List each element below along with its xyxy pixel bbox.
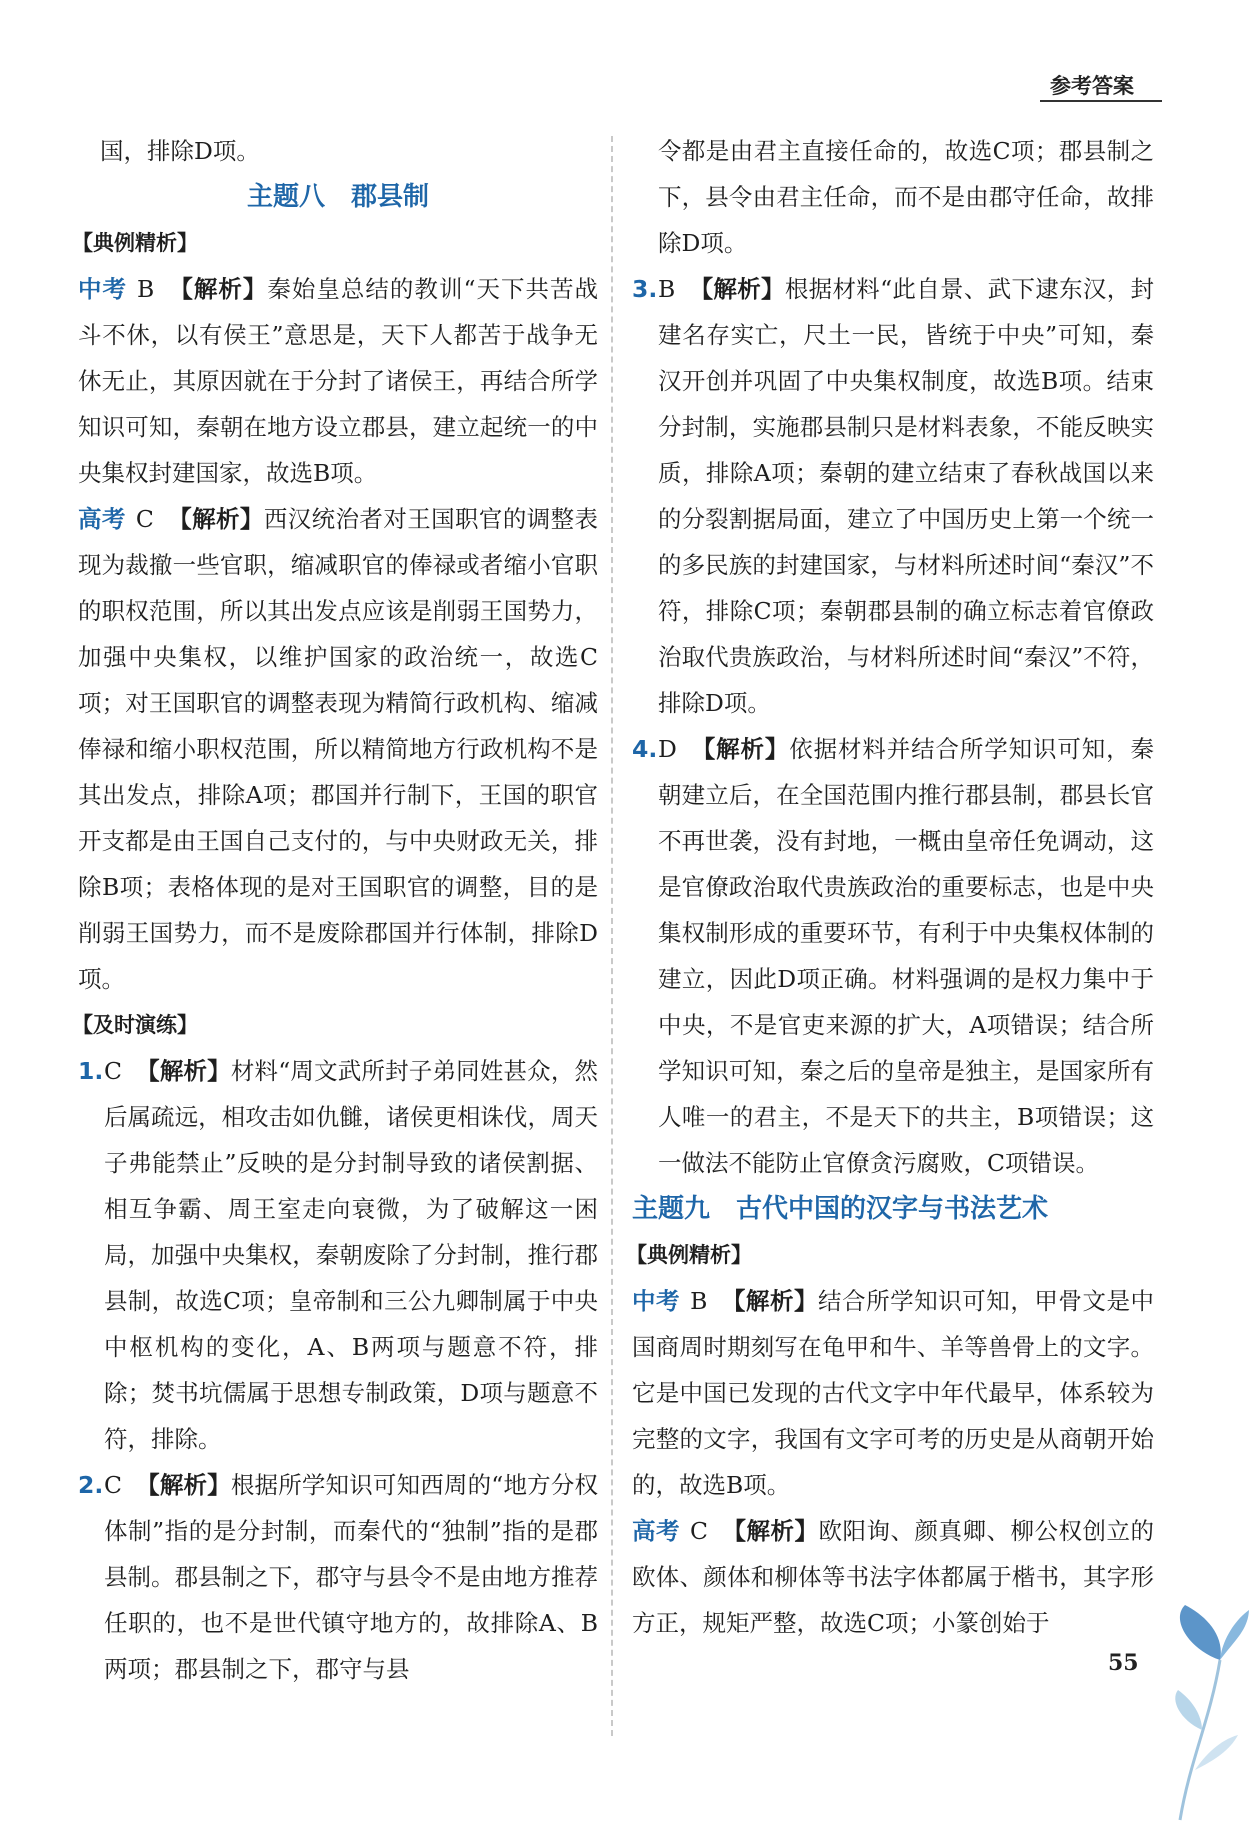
analysis-text: 西汉统治者对王国职官的调整表现为裁撤一些官职，缩减职官的俸禄或者缩小官职的职权范围，所以其出发点应该是削弱王国势力，加强中央集权，以维护国家的政治统一，故选C项；对王国职官的调整表现为精简行政机构、缩减俸禄和缩小职权范围，所以精简地方行政机构不是其出发点，排除A项；郡国并行制下，王国的职官开支都是由王国自己支付的，与中央财政无关，排除B项；表格体现的是对王国职官的调整，目的是削弱王国势力，而不是废除郡国并行体制，排除D项。 (78, 505, 599, 993)
analysis-tag: 【解析】 (690, 735, 790, 763)
practice-item (632, 726, 1154, 1186)
item-number: 4. (632, 735, 658, 763)
item-number: 3. (632, 275, 658, 303)
level-label: 高考 (78, 505, 126, 533)
analysis-text: 欧阳询、颜真卿、柳公权创立的欧体、颜体和柳体等书法字体都属于楷书，其字形方正，规矩严整，故选C项；小篆创始于 (632, 1517, 1155, 1637)
level-label: 中考 (78, 275, 128, 303)
practice-item (632, 266, 1154, 726)
left-column (72, 128, 599, 1692)
analysis-text: 材料“周文武所封子弟同姓甚众，然后属疏远，相攻击如仇雠，诸侯更相诛伐，周天子弗能禁止”反映的是分封制导致的诸侯割据、相互争霸、周王室走向衰微，为了破解这一困局，加强中央集权，秦朝废除了分封制，推行郡县制，故选C项；皇帝制和三公九卿制属于中央中枢机构的变化，A、B两项与题意不符，排除；焚书坑儒属于思想专制政策，D项与题意不符，排除。 (104, 1057, 598, 1453)
section-heading: 【典例精析】 (626, 1243, 752, 1267)
analysis-tag: 【解析】 (689, 275, 785, 303)
page-number: 55 (1108, 1650, 1139, 1676)
analysis-text: 依据材料并结合所学知识可知，秦朝建立后，在全国范围内推行郡县制，郡县长官不再世袭，没有封地，一概由皇帝任免调动，这是官僚政治取代贵族政治的重要标志，也是中央集权制形成的重要环节，有利于中央集权体制的建立，因此D项正确。材料强调的是权力集中于中央，不是官吏来源的扩大，A项错误；结合所学知识可知，秦之后的皇帝是独主，是国家所有人唯一的君主，不是天下的共主，B项错误；这一做法不能防止官僚贪污腐败，C项错误。 (658, 735, 1155, 1177)
answer-paragraph (632, 1278, 1154, 1508)
answer-letter: B (658, 275, 676, 303)
right-column (626, 128, 1155, 1646)
section-heading: 【及时演练】 (72, 1013, 198, 1037)
answer-paragraph (632, 1508, 1154, 1646)
topic-title: 主题八 郡县制 (246, 182, 429, 212)
column-divider (611, 136, 613, 1736)
item-number: 1. (78, 1057, 104, 1085)
analysis-text: 根据所学知识可知西周的“地方分权体制”指的是分封制，而秦代的“独制”指的是郡县制。郡县制之下，郡守与县令不是由地方推荐任职的，也不是世代镇守地方的，故排除A、B两项；郡县制之下，郡守与县 (104, 1471, 598, 1683)
header-rule (1040, 100, 1162, 102)
analysis-text: 根据材料“此自景、武下逮东汉，封建名存实亡，尺土一民，皆统于中央”可知，秦汉开创并巩固了中央集权制度，故选B项。结束分封制，实施郡县制只是材料表象，不能反映实质，排除A项；秦朝的建立结束了春秋战国以来的分裂割据局面，建立了中国历史上第一个统一的多民族的封建国家，与材料所述时间“秦汉”不符，排除C项；秦朝郡县制的确立标志着官僚政治取代贵族政治，与材料所述时间“秦汉”不符，排除D项。 (658, 275, 1155, 717)
item-number: 2. (78, 1471, 104, 1499)
analysis-tag: 【解析】 (168, 275, 268, 303)
answer-letter: B (137, 275, 155, 303)
analysis-tag: 【解析】 (721, 1287, 819, 1315)
practice-item (78, 1048, 598, 1462)
topic-title: 主题九 古代中国的汉字与书法艺术 (632, 1194, 1049, 1224)
level-label: 中考 (632, 1287, 681, 1315)
answer-letter: C (690, 1517, 708, 1545)
answer-letter: B (690, 1287, 708, 1315)
analysis-text: 结合所学知识可知，甲骨文是中国商周时期刻写在龟甲和牛、羊等兽骨上的文字。它是中国已发现的古代文字中年代最早，体系较为完整的文字，我国有文字可考的历史是从商朝开始的，故选B项。 (632, 1287, 1155, 1499)
answer-letter: C (104, 1057, 122, 1085)
continuation-text: 令都是由君主直接任命的，故选C项；郡县制之下，县令由君主任命，而不是由郡守任命，故排除D项。 (658, 137, 1154, 257)
analysis-tag: 【解析】 (722, 1517, 819, 1545)
answer-paragraph (78, 496, 598, 1002)
analysis-text: 秦始皇总结的教训“天下共苦战斗不休，以有侯王”意思是，天下人都苦于战争无休无止，其原因就在于分封了诸侯王，再结合所学知识可知，秦朝在地方设立郡县，建立起统一的中央集权封建国家，故选B项。 (78, 275, 599, 487)
answer-letter: C (135, 505, 154, 533)
practice-item (78, 1462, 598, 1692)
level-label: 高考 (632, 1517, 681, 1545)
analysis-tag: 【解析】 (135, 1057, 231, 1085)
analysis-tag: 【解析】 (135, 1471, 231, 1499)
answer-letter: D (658, 735, 677, 763)
analysis-tag: 【解析】 (167, 505, 264, 533)
header-label: 参考答案 (1050, 74, 1134, 98)
section-heading: 【典例精析】 (72, 231, 198, 255)
answer-paragraph (78, 266, 598, 496)
flower-decoration-icon (1150, 1600, 1250, 1823)
continuation-text: 国，排除D项。 (100, 137, 260, 165)
answer-letter: C (104, 1471, 122, 1499)
